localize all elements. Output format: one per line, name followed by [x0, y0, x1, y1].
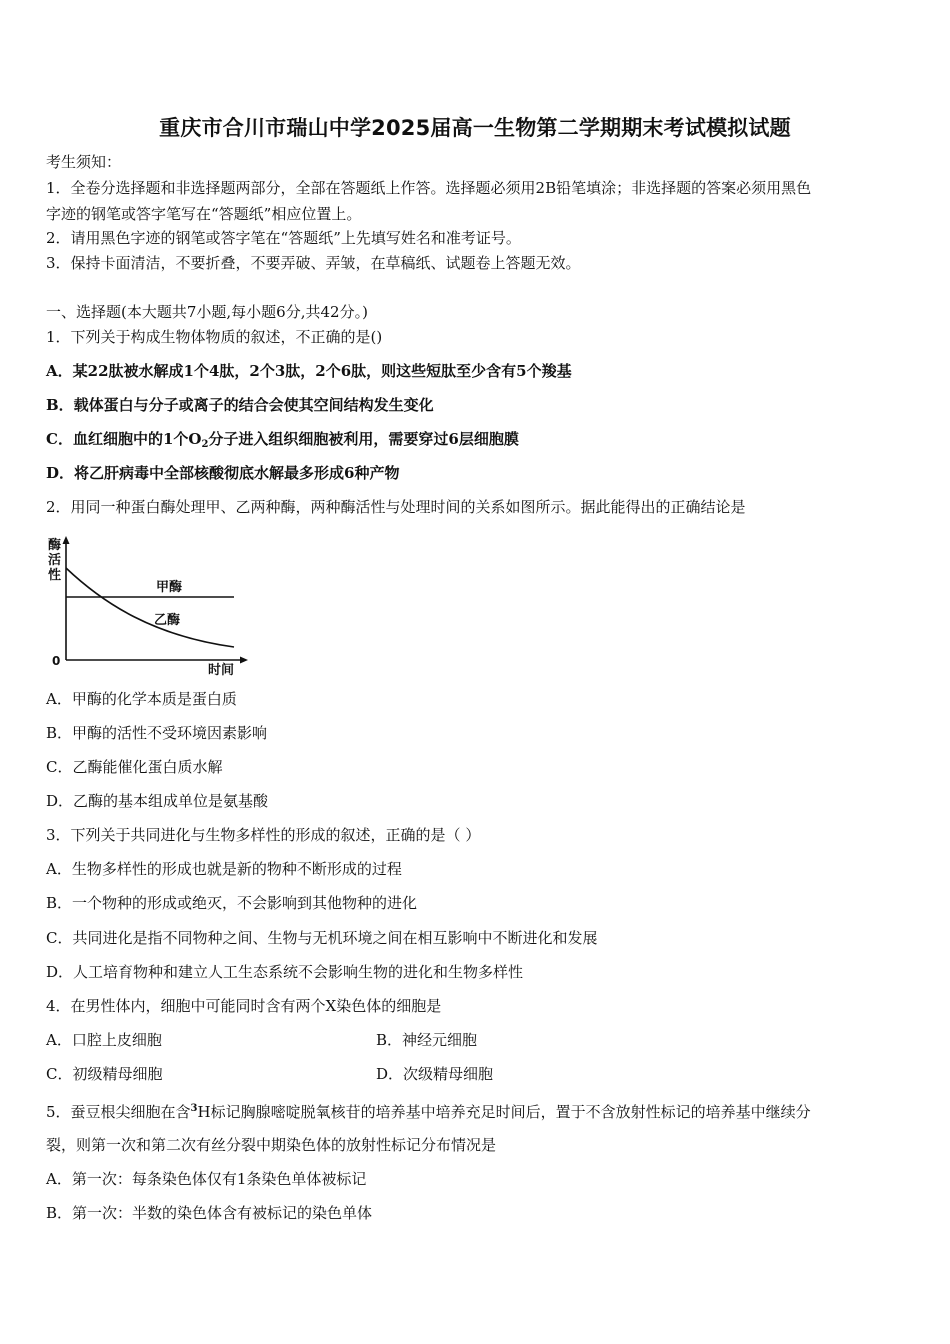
- y-axis-label-3: 性: [48, 568, 62, 583]
- enzyme-b-curve: [66, 568, 234, 647]
- series-b-label: 乙酶: [154, 613, 181, 628]
- question-2-stem: 2．用同一种蛋白酶处理甲、乙两种酶，两种酶活性与处理时间的关系如图所示。据此能得出的正确结论是: [46, 498, 746, 516]
- q3-option-a: A．生物多样性的形成也就是新的物种不断形成的过程: [46, 860, 402, 878]
- q4-option-d: D．次级精母细胞: [376, 1065, 494, 1083]
- question-5-stem: [46, 1099, 811, 1122]
- notice-item-3: 3．保持卡面清洁，不要折叠，不要弄破、弄皱，在草稿纸、试题卷上答题无效。: [46, 254, 581, 272]
- q2-option-a: A．甲酶的化学本质是蛋白质: [46, 690, 237, 708]
- q3-option-d: D．人工培育物种和建立人工生态系统不会影响生物的进化和生物多样性: [46, 963, 524, 981]
- q4-option-b: B．神经元细胞: [376, 1031, 478, 1049]
- x-axis-label: 时间: [208, 663, 235, 677]
- page-title: 重庆市合川市瑞山中学2025届高一生物第二学期期末考试模拟试题: [159, 116, 791, 140]
- q5-stem-text-end: H标记胸腺嘧啶脱氧核苷的培养基中培养充足时间后，置于不含放射性标记的培养基中继续分: [197, 1103, 811, 1121]
- q4-option-a: A．口腔上皮细胞: [46, 1031, 162, 1049]
- q3-option-c: C．共同进化是指不同物种之间、生物与无机环境之间在相互影响中不断进化和发展: [46, 929, 598, 947]
- q1-option-c: [46, 429, 519, 455]
- notice-item-1-cont: 字迹的钢笔或答字笔写在“答题纸”相应位置上。: [46, 205, 362, 223]
- section-heading: 一、选择题(本大题共7小题,每小题6分,共42分。): [46, 303, 368, 321]
- notice-item-2: 2．请用黑色字迹的钢笔或答字笔在“答题纸”上先填写姓名和准考证号。: [46, 229, 521, 247]
- notice-item-1: 1．全卷分选择题和非选择题两部分，全部在答题纸上作答。选择题必须用2B铅笔填涂；非选择题的答案必须用黑色: [46, 179, 812, 197]
- q5-option-a: A．第一次：每条染色体仅有1条染色单体被标记: [46, 1170, 367, 1188]
- q1-option-a: A．某22肽被水解成1个4肽，2个3肽，2个6肽，则这些短肽至少含有5个羧基: [46, 362, 572, 380]
- q1-option-b: B．载体蛋白与分子或离子的结合会使其空间结构发生变化: [46, 396, 434, 414]
- question-1-stem: 1．下列关于构成生物体物质的叙述，不正确的是(): [46, 328, 383, 346]
- y-axis-label-1: 酶: [48, 538, 62, 553]
- enzyme-activity-graph: [44, 532, 254, 677]
- q1-option-c-text-end: 分子进入组织细胞被利用，需要穿过6层细胞膜: [208, 430, 519, 448]
- q5-option-b: B．第一次：半数的染色体含有被标记的染色单体: [46, 1204, 373, 1222]
- y-axis-label-2: 活: [48, 553, 62, 568]
- question-3-stem: 3．下列关于共同进化与生物多样性的形成的叙述，正确的是（ ）: [46, 826, 481, 844]
- q3-option-b: B．一个物种的形成或绝灭，不会影响到其他物种的进化: [46, 894, 418, 912]
- q1-option-c-text: C．血红细胞中的1个O: [46, 430, 202, 448]
- notice-heading: 考生须知：: [46, 153, 122, 171]
- q1-option-d: D．将乙肝病毒中全部核酸彻底水解最多形成6种产物: [46, 464, 400, 482]
- series-a-label: 甲酶: [156, 580, 183, 595]
- question-5-stem-cont: 裂，则第一次和第二次有丝分裂中期染色体的放射性标记分布情况是: [46, 1136, 497, 1154]
- q1-option-c-subscript: 2: [201, 439, 209, 450]
- origin-label: 0: [52, 654, 61, 668]
- q2-option-d: D．乙酶的基本组成单位是氨基酸: [46, 792, 269, 810]
- question-4-stem: 4．在男性体内，细胞中可能同时含有两个X染色体的细胞是: [46, 997, 442, 1015]
- q5-stem-text: 5．蚕豆根尖细胞在含: [46, 1103, 191, 1121]
- x-axis-arrow: [240, 657, 248, 664]
- y-axis-arrow: [63, 536, 70, 544]
- q2-option-b: B．甲酶的活性不受环境因素影响: [46, 724, 268, 742]
- q4-option-c: C．初级精母细胞: [46, 1065, 163, 1083]
- q5-stem-superscript: 3: [190, 1103, 198, 1114]
- q2-option-c: C．乙酶能催化蛋白质水解: [46, 758, 223, 776]
